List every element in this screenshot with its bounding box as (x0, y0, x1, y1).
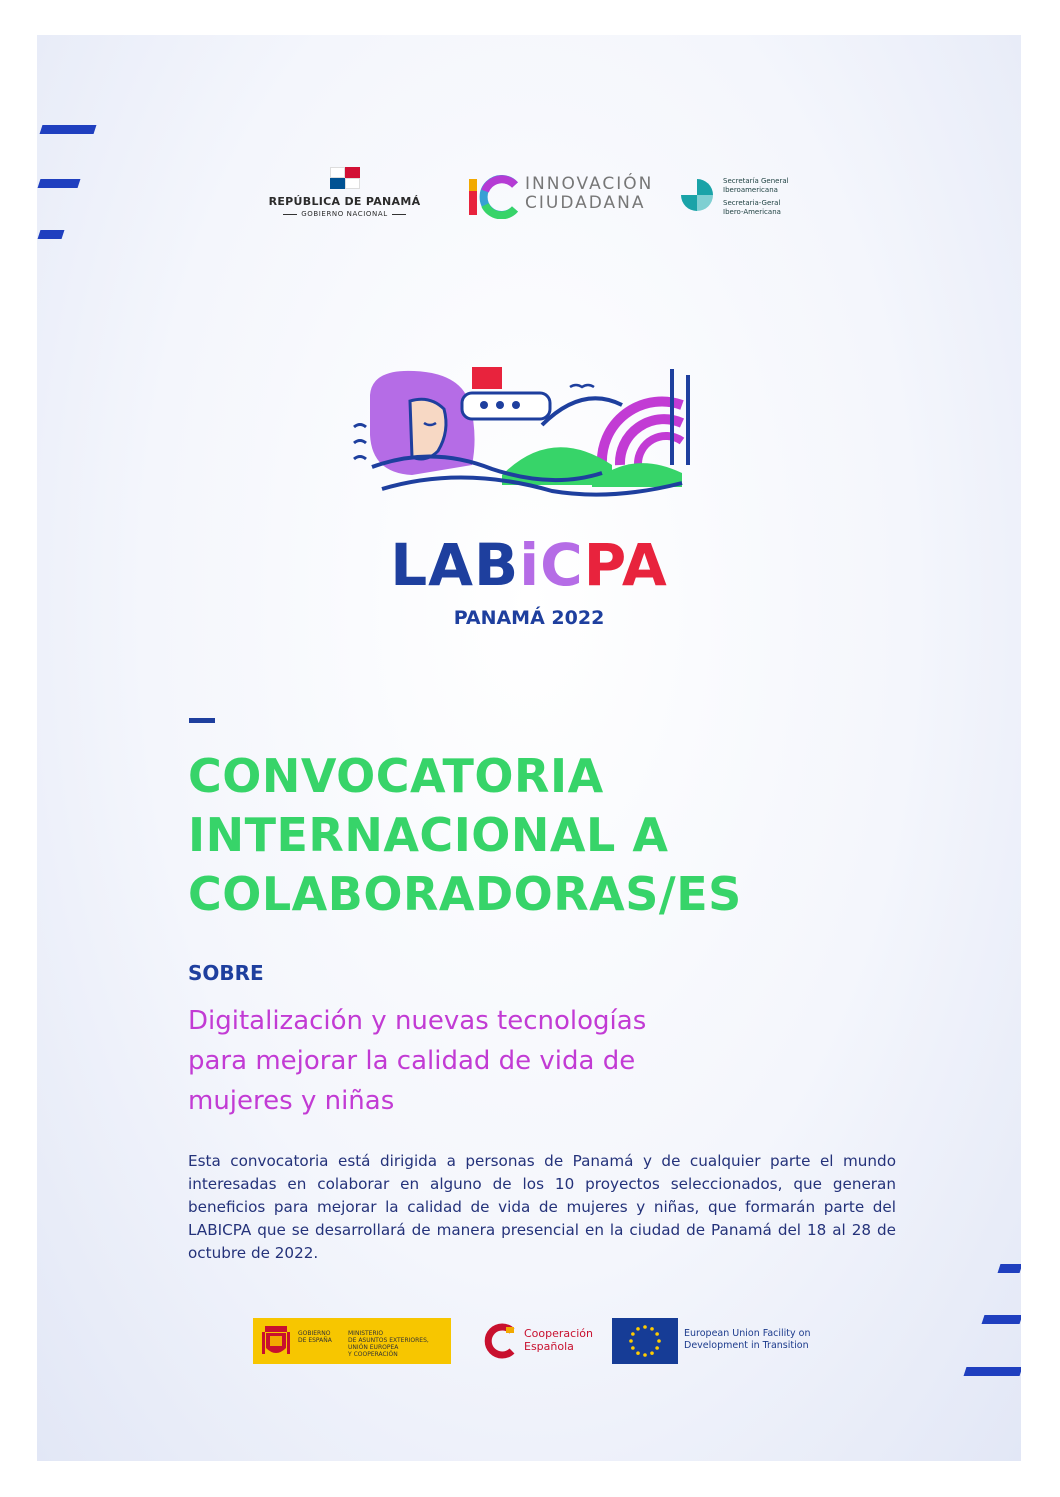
ministerio-text: MINISTERIO DE ASUNTOS EXTERIORES, UNIÓN EUROPEA Y COOPERACIÓN (348, 1330, 429, 1358)
labicpa-wordmark: LABiCPA (390, 531, 668, 599)
eu-star (655, 1332, 659, 1336)
eu-text: European Union Facility on Development in Transition (684, 1328, 811, 1351)
eu-flag-icon (612, 1318, 678, 1364)
cooperacion-text: Cooperación Española (524, 1327, 593, 1353)
brand-subtitle: PANAMÁ 2022 (453, 607, 605, 629)
eu-star (650, 1351, 654, 1355)
gobierno-nacional: GOBIERNO NACIONAL (262, 210, 427, 218)
innovacion-text: INNOVACIÓN CIUDADANA (525, 174, 654, 213)
eu-star (636, 1327, 640, 1331)
eu-star (650, 1327, 654, 1331)
republica-panama-logo (262, 167, 427, 218)
gobierno-espana-logo (253, 1318, 451, 1364)
decor-dash (998, 1264, 1021, 1273)
footer-logos (37, 1318, 1021, 1368)
eu-star (631, 1346, 635, 1350)
segib-text: Secretaría General Iberoamericana Secretaria-Geral Ibero-Americana (723, 177, 789, 216)
spain-shield-icon (261, 1324, 291, 1358)
header-logos (37, 167, 1021, 227)
topic-text: Digitalización y nuevas tecnologías para mejorar la calidad de vida de mujeres y niñas (188, 1006, 647, 1116)
gobierno-text: GOBIERNO DE ESPAÑA (298, 1330, 332, 1344)
eu-star (655, 1346, 659, 1350)
panama-flag-icon (330, 167, 360, 189)
poster-page (37, 35, 1021, 1461)
eu-star (643, 1353, 647, 1357)
ic-logo-icon (467, 175, 519, 219)
decor-dash (964, 1367, 1021, 1376)
segib-icon (677, 175, 717, 215)
labicpa-illustration (352, 365, 702, 505)
decor-dash (40, 125, 97, 134)
cooperacion-espanola-logo (482, 1321, 597, 1363)
eu-star (636, 1351, 640, 1355)
accent-line (189, 718, 215, 723)
sobre-label: SOBRE (188, 961, 264, 985)
cooperacion-icon (484, 1323, 518, 1359)
main-title: CONVOCATORIA INTERNACIONAL A COLABORADORAS/ES (188, 749, 742, 921)
eu-facility-logo (612, 1318, 842, 1364)
eu-star (657, 1339, 661, 1343)
eu-star (629, 1339, 633, 1343)
republica-name: REPÚBLICA DE PANAMÁ (268, 195, 421, 208)
body-paragraph: Esta convocatoria está dirigida a personas de Panamá y de cualquier parte el mundo interesadas en colaborar en alguno de los 10 proyectos seleccionados, que generan beneficios para mejorar la calidad de vida de mujeres y niñas, que formarán parte del LABICPA que se desarrollará de manera presencial en la ciudad de Panamá del 18 al 28 de octubre de 2022. (188, 1152, 896, 1262)
eu-star (643, 1325, 647, 1329)
segib-logo (677, 173, 817, 217)
innovacion-ciudadana-logo (467, 175, 667, 219)
eu-star (631, 1332, 635, 1336)
decor-dash (38, 230, 65, 239)
